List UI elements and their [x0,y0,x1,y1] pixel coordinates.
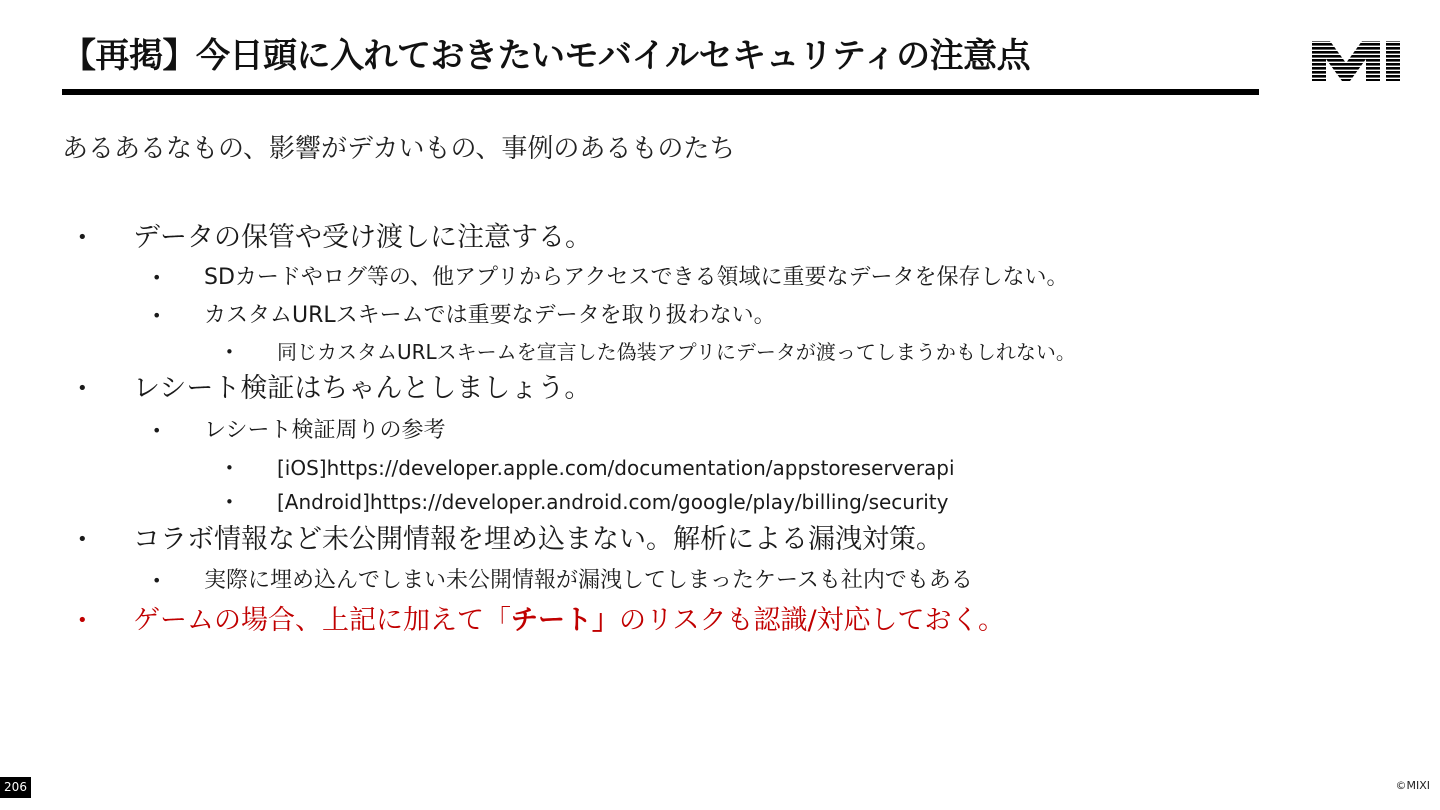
list-item-text [133,603,1005,639]
bullet-dot: • [77,227,88,248]
list-item-text: データの保管や受け渡しに注意する。 [133,222,592,253]
bullet-dot: • [152,421,162,440]
bullet-dot: • [152,306,162,325]
list-item-text: カスタムURLスキームでは重要なデータを取り扱わない。 [204,303,776,328]
bullet-dot: • [77,378,88,399]
bullet-dot: • [225,459,234,477]
highlight-text-after: のリスクも認識/対応しておく。 [619,605,1006,636]
bullet-dot: • [225,343,234,361]
list-item-text: 同じカスタムURLスキームを宣言した偽装アプリにデータが渡ってしまうかもしれない。 [277,340,1076,364]
bullet-dot: • [152,571,162,590]
slide-subtitle: あるあるなもの、影響がデカいもの、事例のあるものたち [62,134,736,164]
list-item-text: 実際に埋め込んでしまい未公開情報が漏洩してしまったケースも社内でもある [204,568,973,593]
highlight-text-before: ゲームの場合、上記に加えて「 [133,605,511,636]
slide-title: 【再掲】今日頭に入れておきたいモバイルセキュリティの注意点 [62,36,1031,76]
list-item-text: レシート検証周りの参考 [204,418,446,443]
page-number: 206 [0,777,31,798]
list-item-text: [iOS]https://developer.apple.com/documentation/appstoreserverapi [277,456,955,480]
list-item-text: レシート検証はちゃんとしましょう。 [133,373,592,404]
copyright: ©MIXI [1395,779,1430,792]
highlight-text-strong: チート」 [511,605,619,636]
bullet-dot: • [152,268,162,287]
list-item-text: コラボ情報など未公開情報を埋め込まない。解析による漏洩対策。 [133,524,943,555]
bullet-dot: • [77,529,88,550]
bullet-dot: • [225,493,234,511]
bullet-dot: • [77,610,88,631]
list-item-text: SDカードやログ等の、他アプリからアクセスできる領域に重要なデータを保存しない。 [204,265,1069,290]
list-item-text: [Android]https://developer.android.com/google/play/billing/security [277,490,949,514]
